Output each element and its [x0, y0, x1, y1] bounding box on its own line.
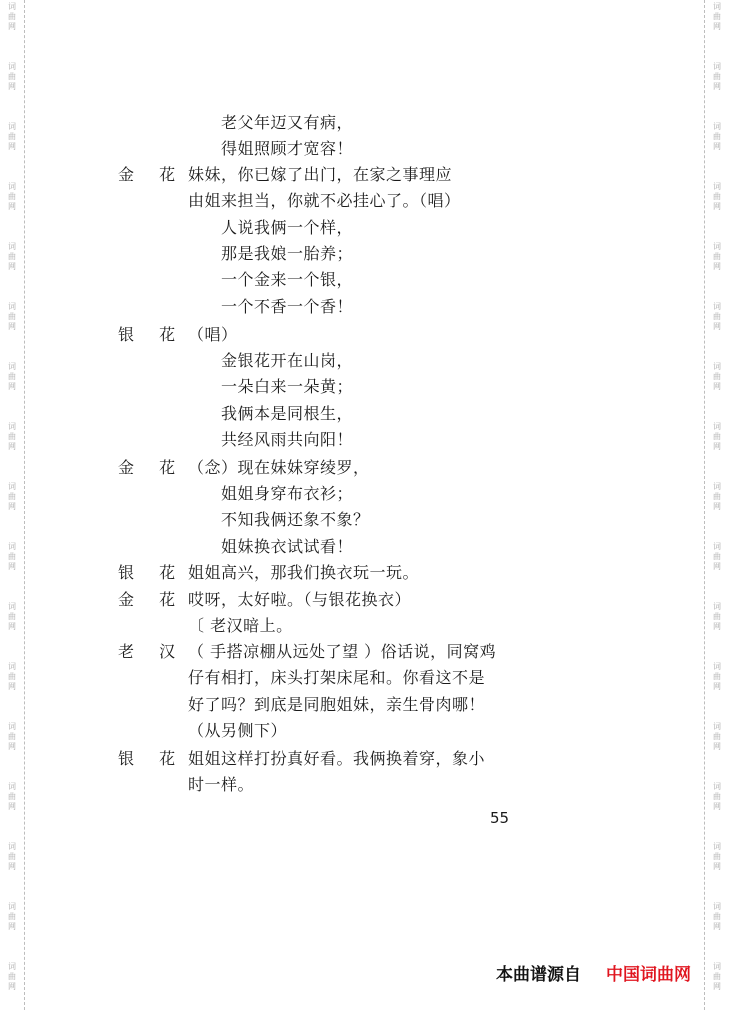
- speaker-label: 老 汉: [118, 642, 186, 661]
- watermark: 词 曲 网: [8, 362, 16, 391]
- verse-line: 一朵白来一朵黄；: [221, 377, 354, 396]
- stage-direction: （唱）: [188, 325, 238, 344]
- watermark: 词 曲 网: [8, 842, 16, 871]
- watermark: 词 曲 网: [713, 482, 721, 511]
- verse-line: 老父年迈又有病，: [221, 113, 354, 132]
- speaker-label: 金 花: [118, 458, 186, 477]
- watermark: 词 曲 网: [713, 302, 721, 331]
- speaker-label: 银 花: [118, 563, 186, 582]
- watermark: 词 曲 网: [713, 242, 721, 271]
- page-number: 55: [490, 809, 510, 827]
- dialogue-line: 时一样。: [188, 775, 255, 794]
- watermark: 词 曲 网: [8, 602, 16, 631]
- dialogue-line: 妹妹，你已嫁了出门，在家之事理应: [188, 165, 453, 184]
- watermark: 词 曲 网: [8, 62, 16, 91]
- stage-direction: 〔 老汉暗上。: [188, 616, 293, 635]
- speaker-label: 金 花: [118, 165, 186, 184]
- right-margin: [704, 0, 729, 1010]
- speaker-label: 银 花: [118, 749, 186, 768]
- speaker-label: 银 花: [118, 325, 186, 344]
- watermark: 词 曲 网: [8, 422, 16, 451]
- watermark: 词 曲 网: [713, 362, 721, 391]
- watermark: 词 曲 网: [713, 782, 721, 811]
- dialogue-line: 由姐来担当，你就不必挂心了。（唱）: [188, 191, 461, 210]
- left-margin: [0, 0, 25, 1010]
- footer-site-link[interactable]: 中国词曲网: [606, 965, 691, 985]
- watermark: 词 曲 网: [8, 542, 16, 571]
- watermark: 词 曲 网: [713, 842, 721, 871]
- dialogue-line: 姐姐高兴，那我们换衣玩一玩。: [188, 563, 420, 582]
- stage-direction: （从另侧下）: [188, 721, 288, 740]
- watermark: 词 曲 网: [713, 542, 721, 571]
- watermark: 词 曲 网: [713, 662, 721, 691]
- dialogue-line: （念）现在妹妹穿绫罗，: [188, 458, 370, 477]
- verse-line: 一个不香一个香！: [221, 297, 354, 316]
- footer-source-label: 本曲谱源自: [496, 965, 581, 985]
- verse-line: 人说我俩一个样，: [221, 218, 354, 237]
- verse-line: 得姐照顾才宽容！: [221, 139, 354, 158]
- watermark: 词 曲 网: [8, 722, 16, 751]
- dialogue-line: 哎呀，太好啦。（与银花换衣）: [188, 590, 412, 609]
- watermark: 词 曲 网: [8, 482, 16, 511]
- watermark: 词 曲 网: [713, 182, 721, 211]
- watermark: 词 曲 网: [713, 962, 721, 991]
- watermark: 词 曲 网: [8, 662, 16, 691]
- verse-line: 金银花开在山岗，: [221, 351, 354, 370]
- verse-line: 不知我俩还象不象？: [221, 510, 370, 529]
- verse-line: 姐妹换衣试试看！: [221, 537, 354, 556]
- verse-line: 我俩本是同根生，: [221, 404, 354, 423]
- watermark: 词 曲 网: [8, 962, 16, 991]
- speaker-label: 金 花: [118, 590, 186, 609]
- watermark: 词 曲 网: [713, 422, 721, 451]
- watermark: 词 曲 网: [8, 902, 16, 931]
- watermark: 词 曲 网: [713, 722, 721, 751]
- watermark: 词 曲 网: [8, 182, 16, 211]
- dialogue-line: 好了吗？到底是同胞姐妹，亲生骨肉哪！: [188, 695, 486, 714]
- verse-line: 共经风雨共向阳！: [221, 430, 354, 449]
- watermark: 词 曲 网: [713, 2, 721, 31]
- verse-line: 那是我娘一胎养；: [221, 244, 354, 263]
- dialogue-line: （ 手搭凉棚从远处了望 ）俗话说，同窝鸡: [188, 642, 497, 661]
- dialogue-line: 姐姐这样打扮真好看。我俩换着穿，象小: [188, 749, 486, 768]
- watermark: 词 曲 网: [8, 122, 16, 151]
- watermark: 词 曲 网: [713, 902, 721, 931]
- watermark: 词 曲 网: [8, 302, 16, 331]
- verse-line: 姐姐身穿布衣衫；: [221, 484, 354, 503]
- watermark: 词 曲 网: [8, 2, 16, 31]
- dialogue-line: 仔有相打，床头打架床尾和。你看这不是: [188, 668, 486, 687]
- watermark: 词 曲 网: [8, 242, 16, 271]
- watermark: 词 曲 网: [713, 62, 721, 91]
- verse-line: 一个金来一个银，: [221, 270, 354, 289]
- watermark: 词 曲 网: [713, 122, 721, 151]
- watermark: 词 曲 网: [713, 602, 721, 631]
- watermark: 词 曲 网: [8, 782, 16, 811]
